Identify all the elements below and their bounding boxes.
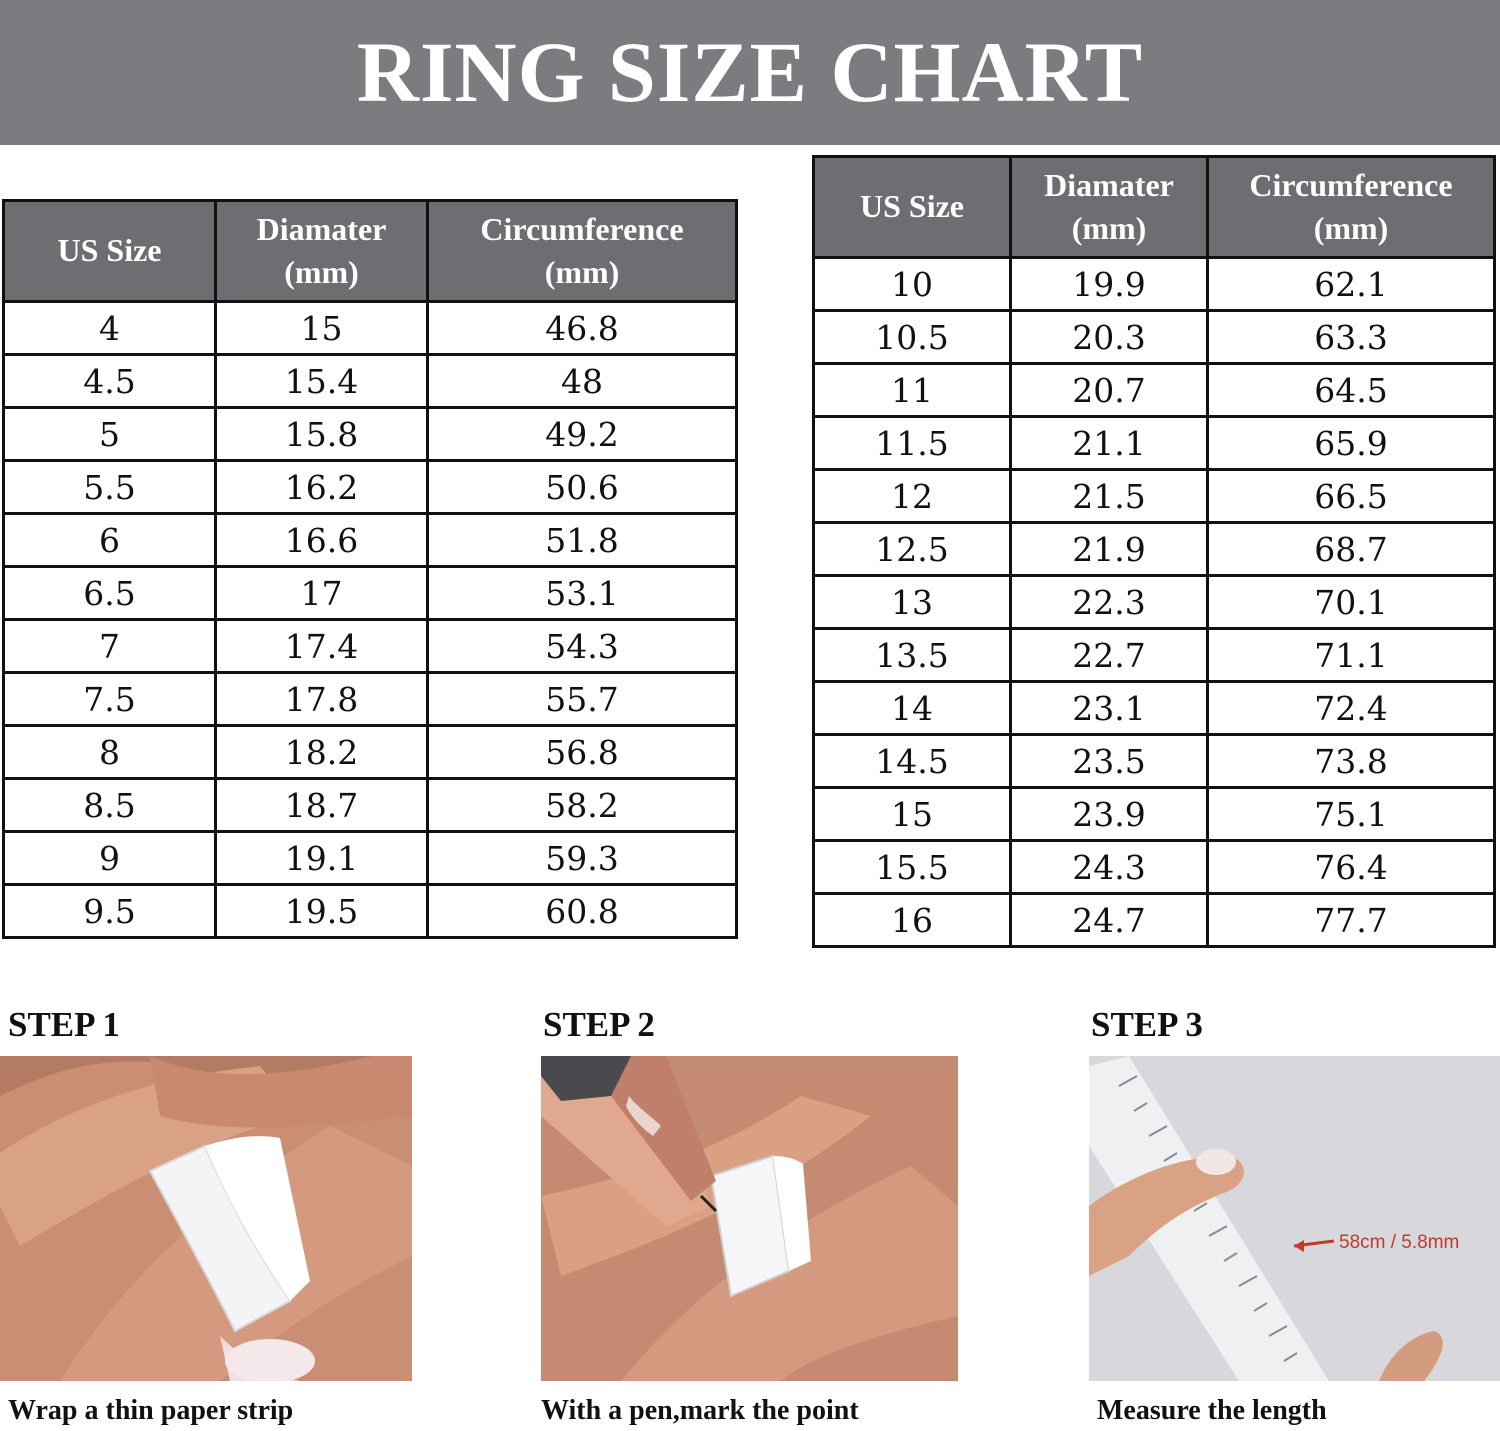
table-row — [814, 841, 1495, 894]
cell-size: 8 — [4, 726, 216, 779]
step-1-photo — [0, 1056, 412, 1381]
table-row — [4, 673, 737, 726]
cell-circumference: 51.8 — [428, 514, 737, 567]
cell-size: 11 — [814, 364, 1011, 417]
cell-diameter: 23.5 — [1011, 735, 1208, 788]
cell-diameter: 16.2 — [216, 461, 428, 514]
table-header-row — [814, 157, 1495, 258]
cell-diameter: 17.8 — [216, 673, 428, 726]
table-row — [4, 779, 737, 832]
table-row — [4, 726, 737, 779]
cell-circumference: 66.5 — [1208, 470, 1495, 523]
header-banner — [0, 0, 1500, 145]
cell-size: 14 — [814, 682, 1011, 735]
page-title: RING SIZE CHART — [356, 24, 1144, 120]
cell-size: 6.5 — [4, 567, 216, 620]
cell-diameter: 24.3 — [1011, 841, 1208, 894]
table-row — [814, 523, 1495, 576]
table-row — [814, 470, 1495, 523]
cell-circumference: 77.7 — [1208, 894, 1495, 947]
table-row — [4, 355, 737, 408]
cell-circumference: 54.3 — [428, 620, 737, 673]
cell-size: 8.5 — [4, 779, 216, 832]
cell-diameter: 20.3 — [1011, 311, 1208, 364]
cell-diameter: 22.3 — [1011, 576, 1208, 629]
ruler-annotation: 58cm / 5.8mm — [1339, 1232, 1460, 1253]
cell-circumference: 65.9 — [1208, 417, 1495, 470]
cell-size: 10 — [814, 258, 1011, 311]
cell-diameter: 19.9 — [1011, 258, 1208, 311]
table-row — [814, 788, 1495, 841]
step-2-title: STEP 2 — [543, 1005, 655, 1044]
cell-size: 14.5 — [814, 735, 1011, 788]
cell-circumference: 73.8 — [1208, 735, 1495, 788]
cell-size: 11.5 — [814, 417, 1011, 470]
cell-size: 9 — [4, 832, 216, 885]
cell-circumference: 55.7 — [428, 673, 737, 726]
cell-diameter: 22.7 — [1011, 629, 1208, 682]
table-row — [4, 302, 737, 355]
cell-circumference: 75.1 — [1208, 788, 1495, 841]
cell-circumference: 53.1 — [428, 567, 737, 620]
col-header-size: US Size — [814, 157, 1011, 258]
cell-diameter: 17 — [216, 567, 428, 620]
step-3-caption: Measure the length — [1097, 1395, 1327, 1426]
cell-circumference: 76.4 — [1208, 841, 1495, 894]
cell-circumference: 49.2 — [428, 408, 737, 461]
step-3-photo — [1089, 1056, 1500, 1381]
table-row — [814, 417, 1495, 470]
cell-size: 4.5 — [4, 355, 216, 408]
cell-diameter: 21.5 — [1011, 470, 1208, 523]
cell-diameter: 15.4 — [216, 355, 428, 408]
cell-size: 10.5 — [814, 311, 1011, 364]
step-1-caption: Wrap a thin paper strip — [8, 1395, 294, 1426]
cell-size: 12 — [814, 470, 1011, 523]
cell-circumference: 46.8 — [428, 302, 737, 355]
cell-circumference: 71.1 — [1208, 629, 1495, 682]
ring-size-table-left — [2, 199, 738, 939]
cell-circumference: 64.5 — [1208, 364, 1495, 417]
col-header-diameter: Diamater (mm) — [1011, 157, 1208, 258]
table-row — [814, 576, 1495, 629]
table-row — [4, 885, 737, 938]
table-row — [814, 894, 1495, 947]
col-header-circumference: Circumference (mm) — [1208, 157, 1495, 258]
cell-circumference: 63.3 — [1208, 311, 1495, 364]
cell-circumference: 60.8 — [428, 885, 737, 938]
table-row — [814, 682, 1495, 735]
cell-diameter: 21.9 — [1011, 523, 1208, 576]
table-row — [814, 735, 1495, 788]
cell-diameter: 19.1 — [216, 832, 428, 885]
cell-size: 4 — [4, 302, 216, 355]
step-3-title: STEP 3 — [1091, 1005, 1203, 1044]
col-header-diameter: Diamater (mm) — [216, 201, 428, 302]
cell-size: 7 — [4, 620, 216, 673]
cell-diameter: 21.1 — [1011, 417, 1208, 470]
cell-circumference: 62.1 — [1208, 258, 1495, 311]
table-row — [814, 629, 1495, 682]
step-1-title: STEP 1 — [8, 1005, 120, 1044]
cell-size: 12.5 — [814, 523, 1011, 576]
cell-diameter: 23.9 — [1011, 788, 1208, 841]
cell-circumference: 50.6 — [428, 461, 737, 514]
table-row — [4, 620, 737, 673]
table-header-row — [4, 201, 737, 302]
table-row — [814, 258, 1495, 311]
cell-diameter: 16.6 — [216, 514, 428, 567]
cell-size: 16 — [814, 894, 1011, 947]
cell-circumference: 58.2 — [428, 779, 737, 832]
table-row — [4, 408, 737, 461]
table-row — [4, 567, 737, 620]
cell-diameter: 18.7 — [216, 779, 428, 832]
cell-diameter: 17.4 — [216, 620, 428, 673]
cell-diameter: 18.2 — [216, 726, 428, 779]
step-2-photo — [541, 1056, 958, 1381]
cell-size: 13.5 — [814, 629, 1011, 682]
cell-diameter: 15.8 — [216, 408, 428, 461]
table-row — [814, 311, 1495, 364]
cell-circumference: 68.7 — [1208, 523, 1495, 576]
cell-diameter: 24.7 — [1011, 894, 1208, 947]
cell-size: 15 — [814, 788, 1011, 841]
table-row — [4, 832, 737, 885]
table-row — [4, 514, 737, 567]
ring-size-table-right — [812, 155, 1496, 948]
cell-diameter: 15 — [216, 302, 428, 355]
step-2-caption: With a pen,mark the point — [541, 1395, 859, 1426]
cell-size: 15.5 — [814, 841, 1011, 894]
cell-circumference: 48 — [428, 355, 737, 408]
cell-size: 9.5 — [4, 885, 216, 938]
table-row — [4, 461, 737, 514]
cell-circumference: 72.4 — [1208, 682, 1495, 735]
cell-circumference: 59.3 — [428, 832, 737, 885]
cell-diameter: 20.7 — [1011, 364, 1208, 417]
cell-size: 13 — [814, 576, 1011, 629]
cell-diameter: 19.5 — [216, 885, 428, 938]
cell-size: 5.5 — [4, 461, 216, 514]
cell-size: 6 — [4, 514, 216, 567]
table-row — [814, 364, 1495, 417]
cell-size: 5 — [4, 408, 216, 461]
col-header-circumference: Circumference (mm) — [428, 201, 737, 302]
col-header-size: US Size — [4, 201, 216, 302]
cell-circumference: 70.1 — [1208, 576, 1495, 629]
cell-size: 7.5 — [4, 673, 216, 726]
cell-diameter: 23.1 — [1011, 682, 1208, 735]
cell-circumference: 56.8 — [428, 726, 737, 779]
